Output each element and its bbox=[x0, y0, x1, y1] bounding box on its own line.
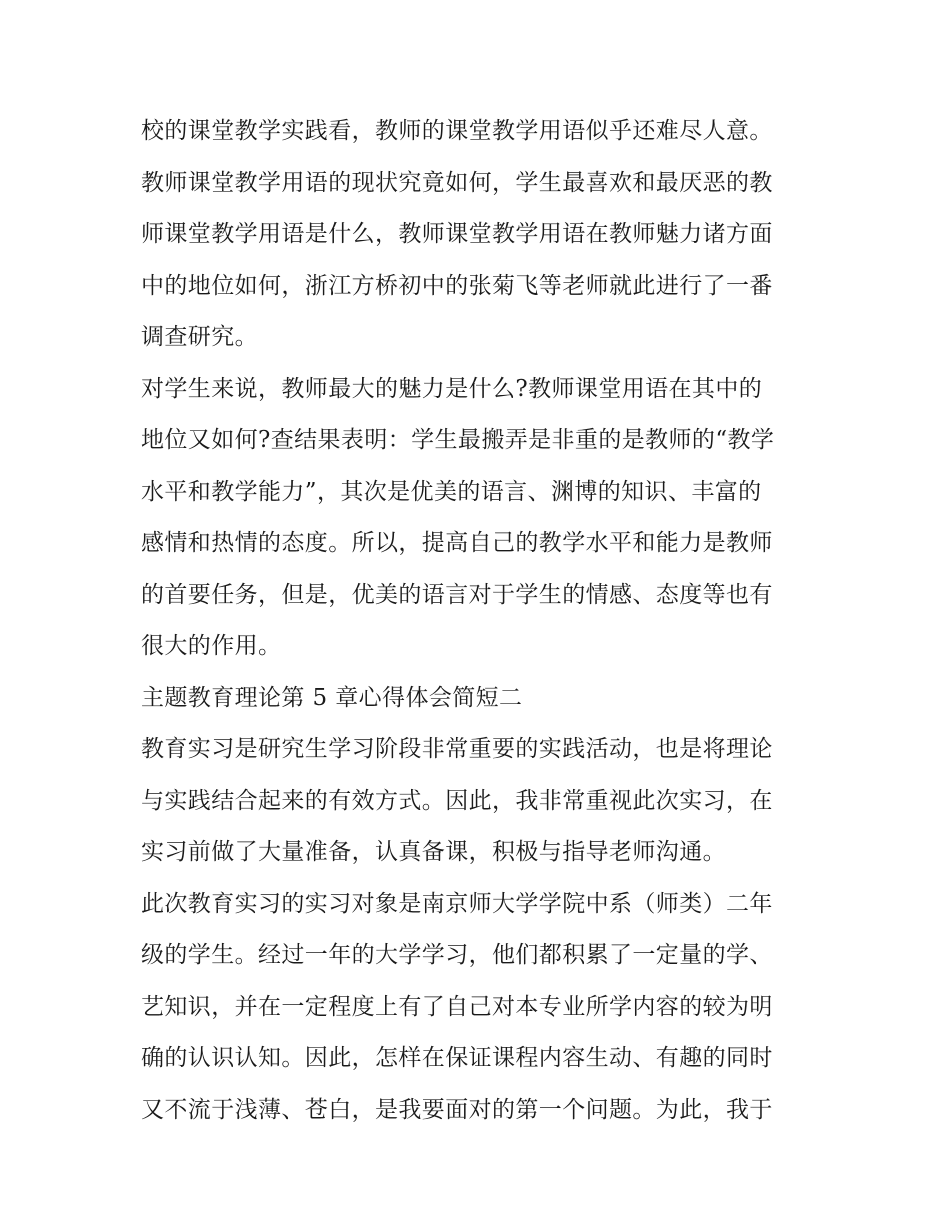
text-line: 很大的作用。 bbox=[141, 633, 282, 659]
text-line: 确的认识认知。因此，怎样在保证课程内容生动、有趣的同时 bbox=[141, 1045, 773, 1071]
text-line: 中的地位如何，浙江方桥初中的张菊飞等老师就此进行了一番 bbox=[141, 272, 773, 299]
text-line: 的首要任务，但是，优美的语言对于学生的情感、态度等也有 bbox=[141, 581, 773, 608]
text-line: 感情和热情的态度。所以，提高自己的教学水平和能力是教师 bbox=[141, 530, 773, 556]
text-line: 教育实习是研究生学习阶段非常重要的实践活动，也是将理论 bbox=[141, 736, 773, 762]
text-line: 实习前做了大量准备，认真备课，积极与指导老师沟通。 bbox=[141, 839, 726, 865]
text-line: 又不流于浅薄、苍白，是我要面对的第一个问题。为此，我于 bbox=[141, 1096, 773, 1123]
text-line: 调查研究。 bbox=[141, 324, 258, 350]
section-heading: 主题教育理论第 5 章心得体会简短二 bbox=[141, 684, 523, 711]
text-line: 对学生来说，教师最大的魅力是什么?教师课堂用语在其中的 bbox=[141, 375, 763, 402]
text-line: 艺知识，并在一定程度上有了自己对本专业所学内容的较为明 bbox=[141, 993, 773, 1020]
text-line: 级的学生。经过一年的大学学习，他们都积累了一定量的学、 bbox=[141, 942, 773, 968]
text-line: 地位又如何?查结果表明：学生最搬弄是非重的是教师的“教学 bbox=[141, 427, 775, 453]
text-line: 教师课堂教学用语的现状究竟如何，学生最喜欢和最厌恶的教 bbox=[141, 169, 773, 196]
document-body bbox=[141, 106, 813, 1136]
text-line: 校的课堂教学实践看，教师的课堂教学用语似乎还难尽人意。 bbox=[141, 118, 773, 144]
text-line: 师课堂教学用语是什么，教师课堂教学用语在教师魅力诸方面 bbox=[141, 221, 773, 247]
text-line: 与实践结合起来的有效方式。因此，我非常重视此次实习，在 bbox=[141, 787, 773, 814]
text-line: 水平和教学能力”，其次是优美的语言、渊博的知识、丰富的 bbox=[141, 478, 762, 505]
text-line: 此次教育实习的实习对象是南京师大学学院中系（师类）二年 bbox=[141, 890, 773, 917]
